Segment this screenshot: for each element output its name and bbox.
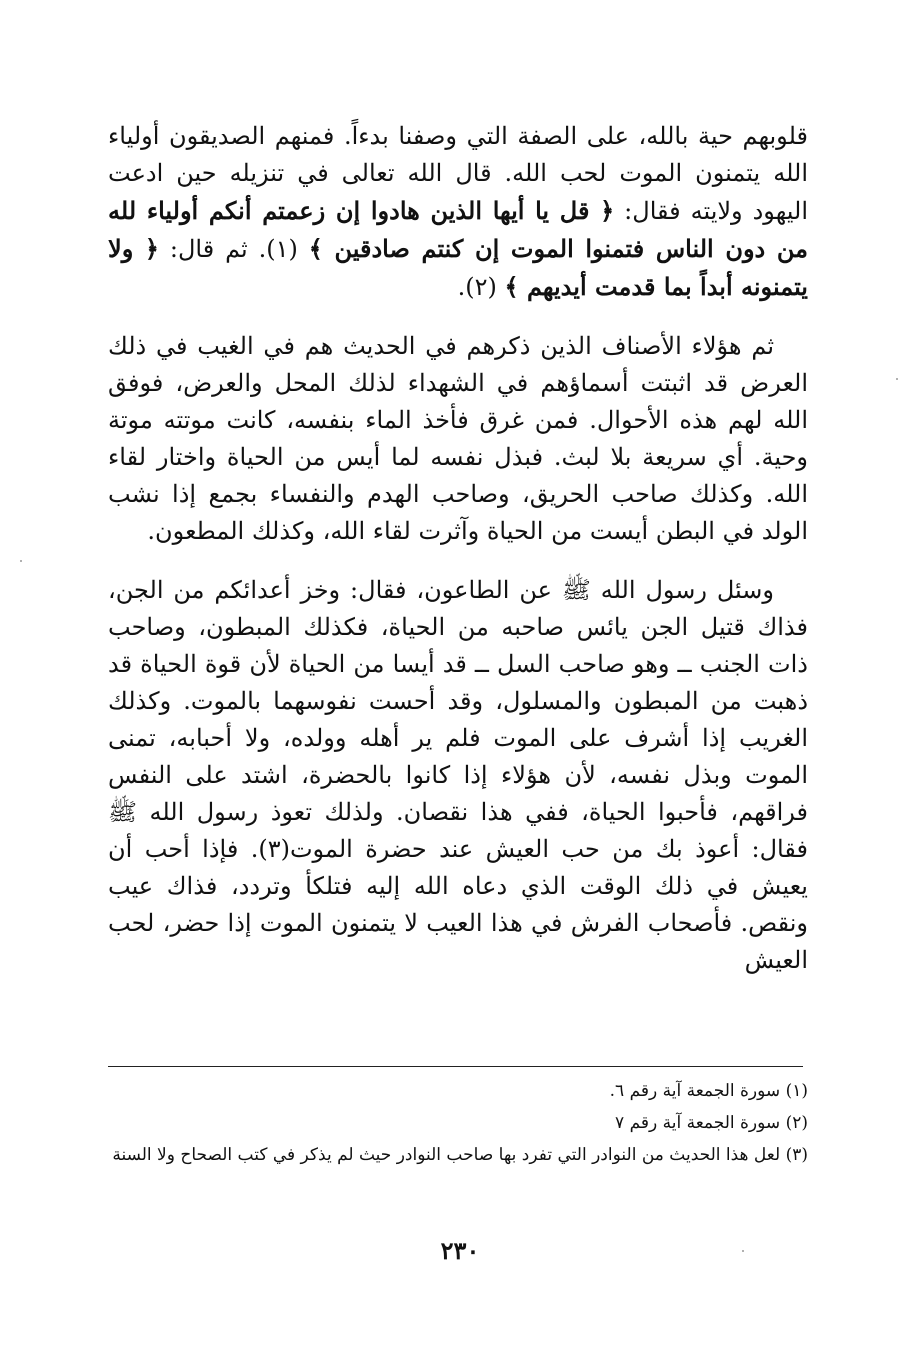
page-number: ٢٣٠ xyxy=(440,1236,480,1265)
paragraph-3 xyxy=(108,572,808,979)
footnote-2: (٢) سورة الجمعة آية رقم ٧ xyxy=(615,1113,808,1133)
footnote-ref-2: (٢). xyxy=(457,273,497,301)
footnotes xyxy=(108,1078,808,1174)
footnote-divider xyxy=(108,1066,803,1067)
scan-speck xyxy=(742,1250,744,1252)
main-text xyxy=(108,118,808,1001)
paragraph-1-text: قلوبهم حية بالله، على الصفة التي وصفنا بدءاً. فمنهم الصديقون أولياء الله يتمنون الموت لحب الله. قال الله تعالى في تنزيله حين ادعت اليهود ولايته فقال: xyxy=(108,122,808,225)
paragraph-2 xyxy=(108,328,808,550)
paragraph-2-text: ثم هؤلاء الأصناف الذين ذكرهم في الحديث هم في الغيب في ذلك العرض قد اثبتت أسماؤهم في الشهداء لذلك المحل والعرض، فوفق الله لهم هذه الأحوال. فمن غرق فأخذ الماء بنفسه، كانت موتته موتة وحية. أي سريعة بلا لبث. فبذل نفسه لما أيس من الحياة واختار لقاء الله. وكذلك صاحب الحريق، وصاحب الهدم والنفساء بجمع إذا نشب الولد في البطن أيست من الحياة وآثرت لقاء الله، وكذلك المطعون. xyxy=(108,332,809,545)
footnote-ref-1: (١). ثم قال: xyxy=(158,235,298,263)
quran-verse-1: ﴿ قل يا أيها الذين هادوا إن زعمتم أنكم أولياء لله من دون الناس فتمنوا الموت إن كنتم صادقين ﴾ xyxy=(108,196,808,263)
paragraph-1 xyxy=(108,118,808,306)
scan-speck xyxy=(896,378,898,380)
scan-speck xyxy=(20,560,22,562)
footnote-1: (١) سورة الجمعة آية رقم ٦. xyxy=(609,1081,808,1101)
footnote-3: (٣) لعل هذا الحديث من النوادر التي تفرد بها صاحب النوادر حيث لم يذكر في كتب الصحاح ولا السنة xyxy=(112,1145,808,1165)
paragraph-3-text: وسئل رسول الله ﷺ عن الطاعون، فقال: وخز أعدائكم من الجن، فذاك قتيل الجن يائس صاحبه من الحياة، فكذلك المبطون، وصاحب ذات الجنب ــ وهو صاحب السل ــ قد أيسا من الحياة لأن قوة الحياة قد ذهبت من المبطون والمسلول، وقد أحست نفوسهما بالموت. وكذلك الغريب إذا أشرف على الموت فلم ير أهله وولده، ولا أحبابه، تمنى الموت وبذل نفسه، لأن هؤلاء إذا كانوا بالحضرة، اشتد على النفس فراقهم، فأحبوا الحياة، ففي هذا نقصان. ولذلك تعوذ رسول الله ﷺ فقال: أعوذ بك من حب العيش عند حضرة الموت(٣). فإذا أحب أن يعيش في ذلك الوقت الذي دعاه الله إليه فتلكأ وتردد، فذاك عيب ونقص. فأصحاب الفرش في هذا العيب لا يتمنون الموت إذا حضر، لحب العيش xyxy=(108,576,808,974)
quran-verse-2: ﴿ ولا يتمنونه أبداً بما قدمت أيديهم ﴾ xyxy=(108,234,808,301)
